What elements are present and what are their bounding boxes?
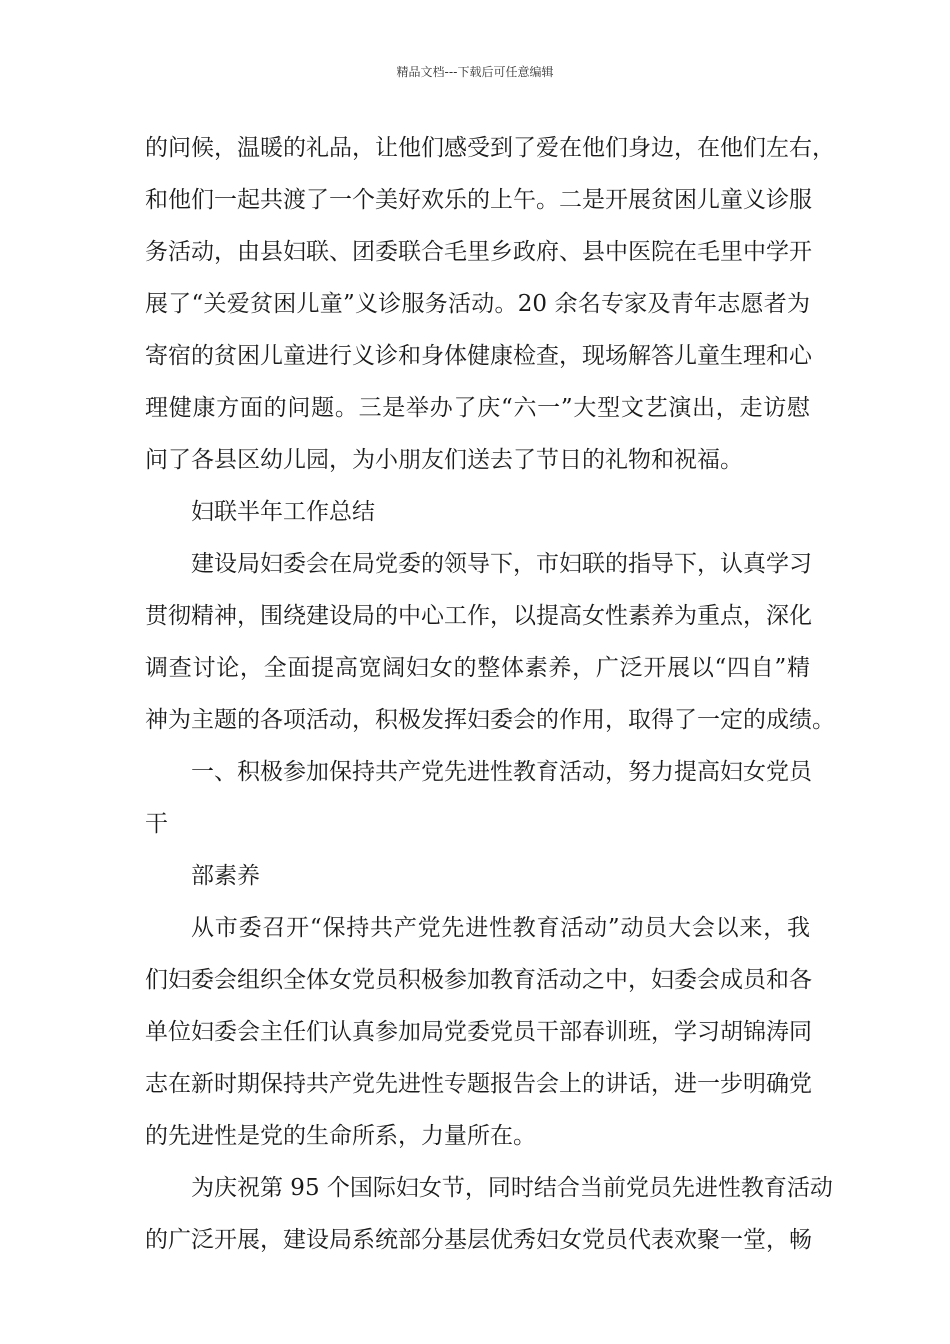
text-line: 单位妇委会主任们认真参加局党委党员干部春训班，学习胡锦涛同 xyxy=(145,1019,812,1045)
text-line: 为庆祝第 95 个国际妇女节，同时结合当前党员先进性教育活动 xyxy=(191,1175,833,1201)
text-line: 调查讨论，全面提高宽阔妇女的整体素养，广泛开展以“四自”精 xyxy=(145,655,810,681)
text-line: 务活动，由县妇联、团委联合毛里乡政府、县中医院在毛里中学开 xyxy=(145,239,812,265)
text-line: 问了各县区幼儿园，为小朋友们送去了节日的礼物和祝福。 xyxy=(145,447,743,473)
document-body xyxy=(145,128,835,1272)
text-line: 展了“关爱贫困儿童”义诊服务活动。20 余名专家及青年志愿者为 xyxy=(145,291,810,317)
text-line: 建设局妇委会在局党委的领导下，市妇联的指导下，认真学习 xyxy=(191,551,812,577)
page-header: 精品文档---下载后可任意编辑 xyxy=(396,65,554,79)
text-line: 的问候，温暖的礼品，让他们感受到了爱在他们身边，在他们左右， xyxy=(145,135,835,161)
text-line: 寄宿的贫困儿童进行义诊和身体健康检查，现场解答儿童生理和心 xyxy=(145,343,812,369)
text-line: 从市委召开“保持共产党先进性教育活动”动员大会以来，我 xyxy=(191,915,810,941)
text-line: 一、积极参加保持共产党先进性教育活动，努力提高妇女党员 xyxy=(191,759,812,785)
text-line: 神为主题的各项活动，积极发挥妇委会的作用，取得了一定的成绩。 xyxy=(145,707,835,733)
text-line: 和他们一起共渡了一个美好欢乐的上午。二是开展贫困儿童义诊服 xyxy=(145,187,812,213)
text-line: 妇联半年工作总结 xyxy=(191,499,375,525)
text-line: 的广泛开展，建设局系统部分基层优秀妇女党员代表欢聚一堂，畅 xyxy=(145,1227,812,1253)
text-line: 志在新时期保持共产党先进性专题报告会上的讲话，进一步明确党 xyxy=(145,1071,812,1097)
text-line: 干 xyxy=(145,811,168,837)
text-line: 的先进性是党的生命所系，力量所在。 xyxy=(145,1123,536,1149)
text-line: 贯彻精神，围绕建设局的中心工作，以提高女性素养为重点，深化 xyxy=(145,603,812,629)
text-line: 们妇委会组织全体女党员积极参加教育活动之中，妇委会成员和各 xyxy=(145,967,812,993)
text-line: 理健康方面的问题。三是举办了庆“六一”大型文艺演出，走访慰 xyxy=(145,395,810,421)
text-line: 部素养 xyxy=(191,863,260,889)
